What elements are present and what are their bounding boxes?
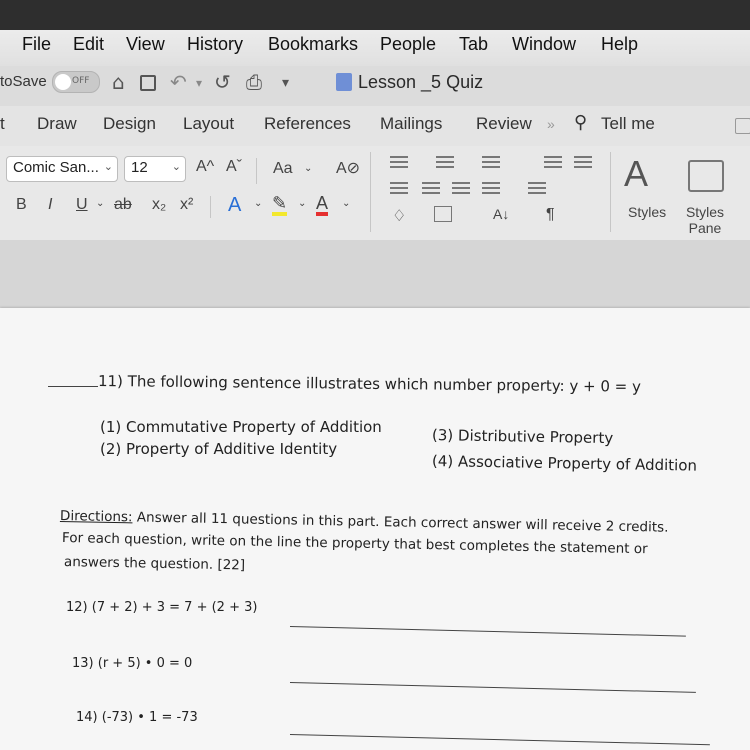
subscript-button[interactable]: x₂: [152, 196, 167, 213]
save-icon[interactable]: [140, 75, 156, 91]
chevron-down-icon: ⌄: [171, 161, 181, 173]
document-title: Lesson _5 Quiz: [358, 72, 484, 92]
tab-layout[interactable]: Layout: [183, 114, 235, 133]
q11-option-4: (4) Associative Property of Addition: [431, 452, 698, 475]
directions-text: Answer all 11 questions in this part. Each correct answer will receive 2 credits.: [132, 509, 669, 536]
styles-pane-label[interactable]: Styles Pane: [685, 204, 725, 236]
divider: [370, 152, 371, 232]
customize-toolbar-icon[interactable]: ▾: [282, 75, 290, 91]
tab-mailings[interactable]: Mailings: [380, 114, 443, 133]
title-bar: [0, 66, 750, 106]
superscript-button[interactable]: x²: [180, 196, 194, 213]
tab-insert[interactable]: t: [0, 114, 5, 133]
shading-icon[interactable]: ♢: [392, 208, 407, 225]
q11-option-2: (2) Property of Additive Identity: [100, 440, 338, 458]
menu-view[interactable]: View: [126, 34, 165, 54]
clear-formatting-icon[interactable]: A⊘: [336, 160, 361, 177]
text-effects-button[interactable]: A: [228, 194, 242, 216]
chevron-down-icon: ⌄: [103, 161, 113, 173]
autosave-toggle[interactable]: [52, 71, 100, 93]
line-spacing-icon[interactable]: [528, 182, 546, 196]
more-tabs-icon[interactable]: »: [547, 116, 555, 132]
align-right-icon[interactable]: [452, 182, 470, 196]
answer-line-12[interactable]: [290, 626, 686, 637]
menu-tab[interactable]: Tab: [459, 34, 489, 54]
question-14: 14) (-73) • 1 = -73: [76, 710, 198, 725]
undo-icon[interactable]: ↶: [170, 70, 187, 94]
menu-window[interactable]: Window: [512, 34, 577, 54]
directions-line-3: answers the question. [22]: [63, 554, 246, 574]
strikethrough-button[interactable]: ab: [114, 196, 132, 213]
ribbon-tabs: [0, 106, 750, 146]
shrink-font-button[interactable]: Aˇ: [226, 158, 242, 175]
font-name-value: Comic San...: [13, 159, 99, 176]
top-strip: [0, 0, 750, 30]
show-formatting-button[interactable]: ¶: [546, 206, 555, 223]
menu-file[interactable]: File: [22, 34, 52, 54]
bullets-icon[interactable]: [390, 156, 408, 170]
redo-icon[interactable]: ↺: [214, 70, 231, 94]
underline-button[interactable]: U: [76, 196, 88, 213]
font-color-button[interactable]: A: [316, 194, 328, 216]
styles-gallery-icon[interactable]: A: [624, 153, 649, 194]
highlight-button[interactable]: ✎: [272, 194, 287, 216]
ribbon-home: [0, 146, 750, 241]
toggle-knob: [55, 74, 71, 90]
q11-option-1: (1) Commutative Property of Addition: [100, 418, 382, 436]
increase-indent-icon[interactable]: [574, 156, 592, 170]
borders-icon[interactable]: [434, 206, 452, 222]
bold-button[interactable]: B: [16, 196, 27, 213]
tab-references[interactable]: References: [264, 114, 351, 133]
align-center-icon[interactable]: [422, 182, 440, 196]
question-11: 11) The following sentence illustrates which number property: y + 0 = y: [97, 372, 642, 396]
menu-help[interactable]: Help: [601, 34, 639, 54]
font-size-select[interactable]: [124, 156, 186, 182]
chevron-down-icon: ⌄: [254, 198, 263, 209]
q11-option-3: (3) Distributive Property: [431, 426, 614, 448]
print-icon[interactable]: ⎙: [246, 70, 262, 94]
chevron-down-icon: ⌄: [342, 198, 351, 209]
sort-button[interactable]: A↓: [493, 206, 510, 222]
question-13: 13) (r + 5) • 0 = 0: [72, 656, 193, 671]
divider: [610, 152, 611, 232]
divider: [210, 196, 211, 218]
lightbulb-icon: ⚲: [574, 112, 588, 132]
directions-label: Directions:: [59, 508, 133, 526]
autosave-label: toSave: [0, 73, 47, 90]
answer-line-13[interactable]: [290, 682, 696, 693]
tab-draw[interactable]: Draw: [37, 114, 77, 133]
menu-history[interactable]: History: [187, 34, 244, 54]
font-name-select[interactable]: [6, 156, 118, 182]
tab-design[interactable]: Design: [103, 114, 156, 133]
chevron-down-icon: ⌄: [298, 198, 307, 209]
grow-font-button[interactable]: A^: [196, 158, 215, 175]
numbering-icon[interactable]: [436, 156, 454, 170]
chevron-down-icon: ⌄: [96, 198, 105, 209]
mac-menu-bar: [0, 30, 750, 66]
answer-line-14[interactable]: [290, 734, 710, 745]
styles-label[interactable]: Styles: [628, 204, 667, 220]
justify-icon[interactable]: [482, 182, 500, 196]
question-12: 12) (7 + 2) + 3 = 7 + (2 + 3): [66, 600, 258, 615]
share-icon[interactable]: [735, 118, 750, 134]
menu-people[interactable]: People: [380, 34, 437, 54]
italic-button[interactable]: I: [48, 196, 53, 213]
decrease-indent-icon[interactable]: [544, 156, 562, 170]
autosave-state: OFF: [72, 76, 90, 86]
undo-dropdown-icon[interactable]: ▾: [196, 76, 203, 90]
tab-review[interactable]: Review: [476, 114, 532, 133]
tell-me-search[interactable]: Tell me: [601, 114, 655, 133]
change-case-button[interactable]: Aa: [273, 160, 293, 177]
document-page[interactable]: [0, 308, 750, 750]
styles-pane-icon[interactable]: [688, 160, 724, 192]
document-canvas-margin: [0, 240, 750, 308]
home-icon[interactable]: ⌂: [112, 70, 125, 94]
answer-blank-11[interactable]: [48, 386, 98, 387]
word-document-icon: [336, 73, 352, 91]
menu-edit[interactable]: Edit: [73, 34, 105, 54]
align-left-icon[interactable]: [390, 182, 408, 196]
divider: [256, 158, 257, 184]
chevron-down-icon: ⌄: [304, 163, 313, 174]
multilevel-list-icon[interactable]: [482, 156, 500, 170]
directions-line-2: For each question, write on the line the property that best completes the statement or: [61, 530, 648, 558]
font-size-value: 12: [131, 159, 148, 176]
menu-bookmarks[interactable]: Bookmarks: [268, 34, 359, 54]
